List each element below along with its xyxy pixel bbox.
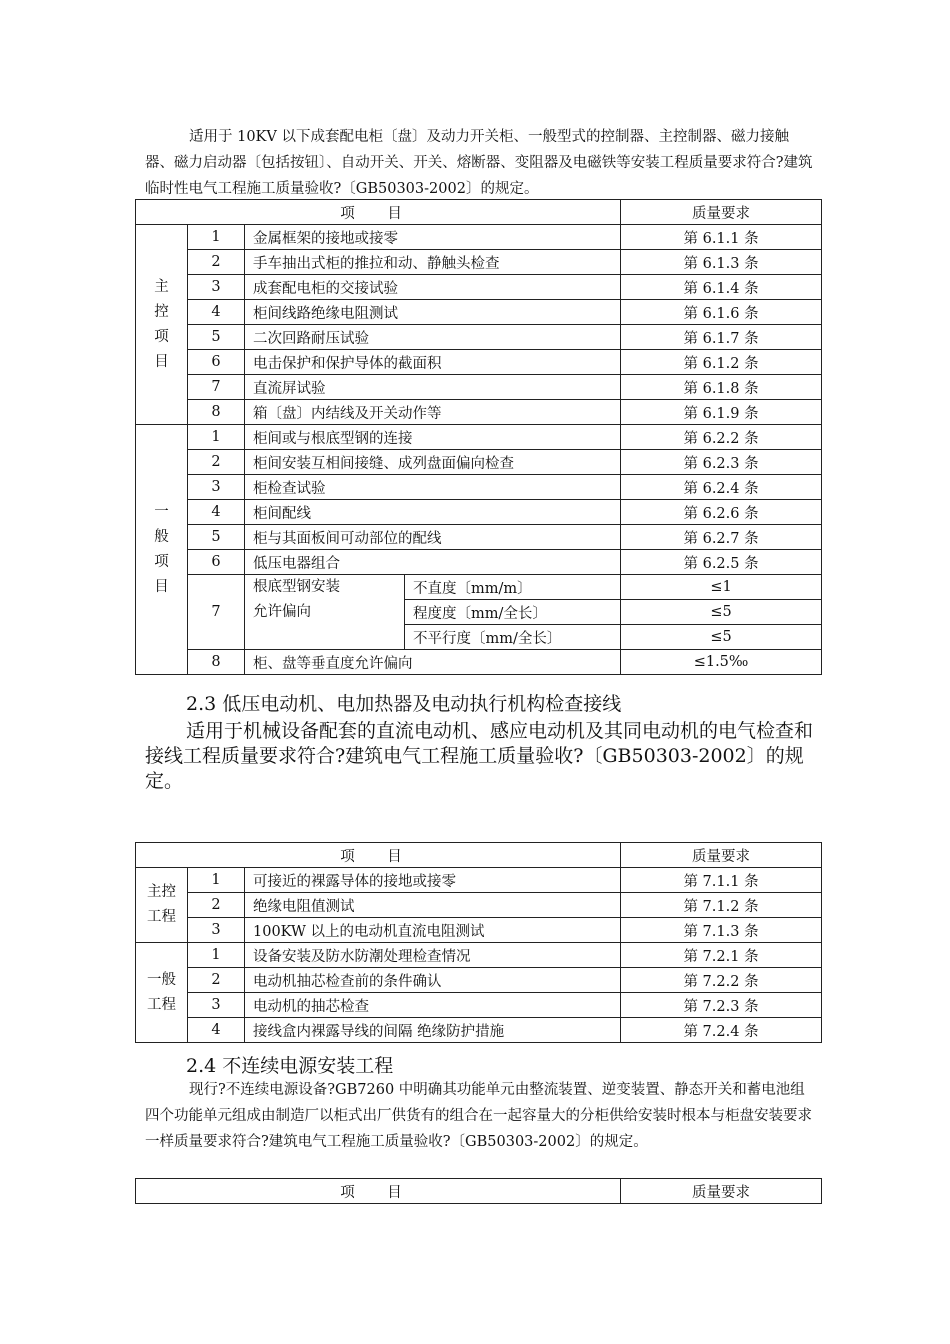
table-row: 5 二次回路耐压试验 第 6.1.7 条: [136, 325, 822, 350]
table-row: 主控 工程 1 可接近的裸露导体的接地或接零 第 7.1.1 条: [136, 868, 822, 893]
group-label-general: 一 般 项 目: [136, 425, 188, 675]
header-quality: 质量要求: [621, 843, 822, 868]
group-label-main: 主 控 项 目: [136, 225, 188, 425]
table-row: 8 箱〔盘〕内结线及开关动作等 第 6.1.9 条: [136, 400, 822, 425]
table-row: 主 控 项 目 1 金属框架的接地或接零 第 6.1.1 条: [136, 225, 822, 250]
table-row: 2 绝缘电阻值测试 第 7.1.2 条: [136, 893, 822, 918]
table-row: 4 接线盒内裸露导线的间隔 绝缘防护措施 第 7.2.4 条: [136, 1018, 822, 1043]
table-row: 2 电动机抽芯检查前的条件确认 第 7.2.2 条: [136, 968, 822, 993]
table-row: 3 成套配电柜的交接试验 第 6.1.4 条: [136, 275, 822, 300]
table-row: 4 柜间配线 第 6.2.6 条: [136, 500, 822, 525]
section-2-3-title: 2.3 低压电动机、电加热器及电动执行机构检查接线: [186, 693, 622, 715]
header-item: 项 目: [136, 1179, 621, 1204]
group-label-main: 主控 工程: [136, 868, 188, 943]
table-header-row: [136, 1179, 822, 1204]
table-row: 3 电动机的抽芯检查 第 7.2.3 条: [136, 993, 822, 1018]
section-2-3-body: 适用于机械设备配套的直流电动机、感应电动机及其同电动机的电气检查和接线工程质量要求符合?建筑电气工程施工质量验收?〔GB50303-2002〕的规定。: [145, 720, 814, 792]
section-2-4-body: 现行?不连续电源设备?GB7260 中明确其功能单元由整流装置、逆变装置、静态开关和蓄电池组四个功能单元组成由制造厂以柜式出厂供货有的组合在一起容量大的分柜供给安装时根本与柜盘安装要求一样质量要求符合?建筑电气工程施工质量验收?〔GB50303-2002〕的规定。: [145, 1082, 812, 1150]
switchgear-quality-table: [135, 199, 822, 675]
table-row: 7 根底型钢安装 允许偏向 不直度〔mm/m〕 ≤1: [136, 575, 822, 600]
header-quality: 质量要求: [621, 1179, 822, 1204]
table-row: 6 低压电器组合 第 6.2.5 条: [136, 550, 822, 575]
table-row: 一般 工程 1 设备安装及防水防潮处理检查情况 第 7.2.1 条: [136, 943, 822, 968]
motor-quality-table: [135, 842, 822, 1043]
table-row: 程度度〔mm/全长〕 ≤5: [136, 600, 822, 625]
header-quality: 质量要求: [621, 200, 822, 225]
ups-quality-table: [135, 1178, 822, 1204]
table-row: 4 柜间线路绝缘电阻测试 第 6.1.6 条: [136, 300, 822, 325]
section-2-4-title: 2.4 不连续电源安装工程: [186, 1055, 394, 1077]
table-row: 3 100KW 以上的电动机直流电阻测试 第 7.1.3 条: [136, 918, 822, 943]
table-header-row: [136, 200, 822, 225]
table-row: 8 柜、盘等垂直度允许偏向 ≤1.5‰: [136, 650, 822, 675]
table-row: 2 手车抽出式柜的推拉和动、静触头检查 第 6.1.3 条: [136, 250, 822, 275]
table-row: 2 柜间安装互相间接缝、成列盘面偏向检查 第 6.2.3 条: [136, 450, 822, 475]
table-row: 不平行度〔mm/全长〕 ≤5: [136, 625, 822, 650]
intro-paragraph: 适用于 10KV 以下成套配电柜〔盘〕及动力开关柜、一般型式的控制器、主控制器、磁力接触器、磁力启动器〔包括按钮〕、自动开关、开关、熔断器、变阻器及电磁铁等安装工程质量要求符合?建筑临时性电气工程施工质量验收?〔GB50303-2002〕的规定。: [145, 129, 813, 197]
header-item: 项 目: [136, 200, 621, 225]
table-row: 一 般 项 目 1 柜间或与根底型钢的连接 第 6.2.2 条: [136, 425, 822, 450]
steel-base-label: 根底型钢安装 允许偏向: [245, 575, 405, 650]
table-row: 3 柜检查试验 第 6.2.4 条: [136, 475, 822, 500]
header-item: 项 目: [136, 843, 621, 868]
table-row: 5 柜与其面板间可动部位的配线 第 6.2.7 条: [136, 525, 822, 550]
table-row: 7 直流屏试验 第 6.1.8 条: [136, 375, 822, 400]
table-header-row: [136, 843, 822, 868]
table-row: 6 电击保护和保护导体的截面积 第 6.1.2 条: [136, 350, 822, 375]
group-label-general: 一般 工程: [136, 943, 188, 1043]
